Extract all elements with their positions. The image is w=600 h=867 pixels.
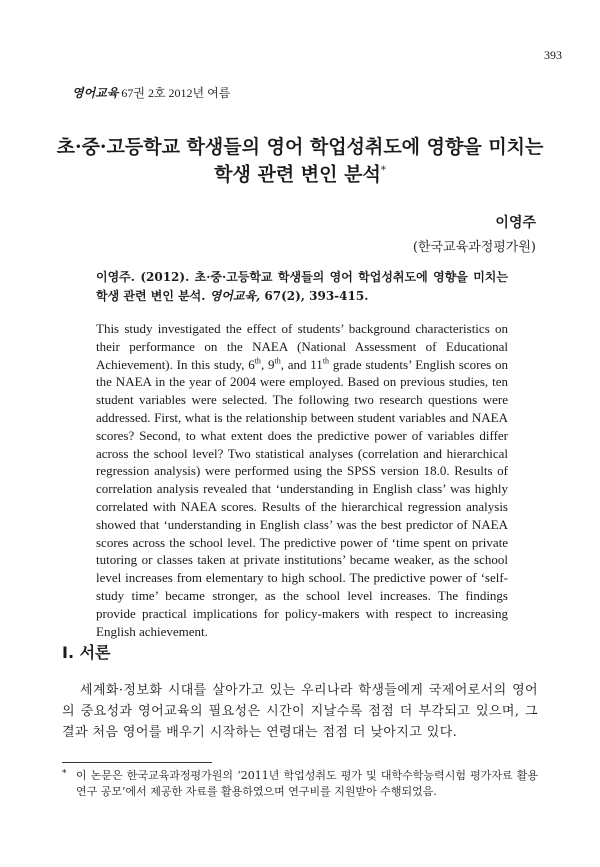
intro-paragraph: 세계화·정보화 시대를 살아가고 있는 우리나라 학생들에게 국제어로서의 영어의 중요성과 영어교육의 필요성은 시간이 지날수록 점점 더 부각되고 있으며, 그 결과 처음 영어를 배우기 시작하는 연령대는 점점 더 낮아지고 있다. xyxy=(62,683,538,740)
paper-title xyxy=(40,135,560,186)
journal-name: 영어교육 xyxy=(72,86,119,100)
footnote-divider xyxy=(62,762,212,763)
abstract-part-3: , and 11 xyxy=(280,356,323,372)
footnote-marker: * xyxy=(62,769,67,779)
abstract xyxy=(96,320,508,640)
title-footnote-marker: * xyxy=(380,165,386,176)
author-name: 이영주 xyxy=(495,215,536,231)
page-number: 393 xyxy=(544,48,562,62)
abstract-part-4: grade students’ English scores on the NAEA in the year of 2004 were employed. Based on previous studies, ten student variables were selected. The following two research questions were addressed. First, what is the relationship between student variables and NAEA scores? Second, to what extent does the predictive power of variables differ across the school level? Two statistical analyses (correlation and hierarchical regression analysis) were performed using the SPSS version 18.0. Results of correlation analysis revealed that ‘understanding in English class’ was highly correlated with NAEA scores. Results of the hierarchical regression analysis showed that ‘understanding in English class’ was the best predictor of NAEA scores across the school level. The predictive power of ‘time spent on private tutoring or classes taken at private institutions’ became weaker, as the school level increases from elementary to high school. The predictive power of ‘self-study time’ became stronger, as the school level increases. The findings provide practical implications for policy-makers with respect to increasing English achievement. xyxy=(96,356,509,639)
citation xyxy=(96,268,508,306)
citation-lead: 이영주. (2012). 초·중·고등학교 학생들의 영어 학업성취도에 영향을 미치는 학생 관련 변인 분석. xyxy=(96,270,508,303)
abstract-sup-2: th xyxy=(274,356,281,366)
citation-volume: 67(2), 393-415. xyxy=(264,289,369,303)
title-line-1: 초·중·고등학교 학생들의 영어 학업성취도에 영향을 미치는 xyxy=(56,136,544,158)
author-affiliation: (한국교육과정평가원) xyxy=(412,240,536,255)
abstract-part-1: This study investigated the effect of students’ background characteristics on their performance on the NAEA (National Assessment of Educational Achievement). In this study, 6 xyxy=(96,321,508,372)
footnote-text: 이 논문은 한국교육과정평가원의 ‘2011년 학업성취도 평가 및 대학수학능력시험 평가자료 활용연구 공모’에서 제공한 자료를 활용하였으며 연구비를 지원받아 수행되었음. xyxy=(76,769,538,798)
journal-header xyxy=(72,84,230,101)
footnote xyxy=(62,768,538,800)
journal-issue: 67권 2호 2012년 여름 xyxy=(121,86,231,100)
abstract-part-2: , 9 xyxy=(260,356,275,372)
title-line-2: 학생 관련 변인 분석 xyxy=(214,163,381,186)
section-heading: I. 서론 xyxy=(62,643,111,662)
abstract-sup-1: th xyxy=(254,356,261,366)
abstract-sup-3: th xyxy=(322,356,330,366)
citation-journal: 영어교육, xyxy=(209,289,261,303)
